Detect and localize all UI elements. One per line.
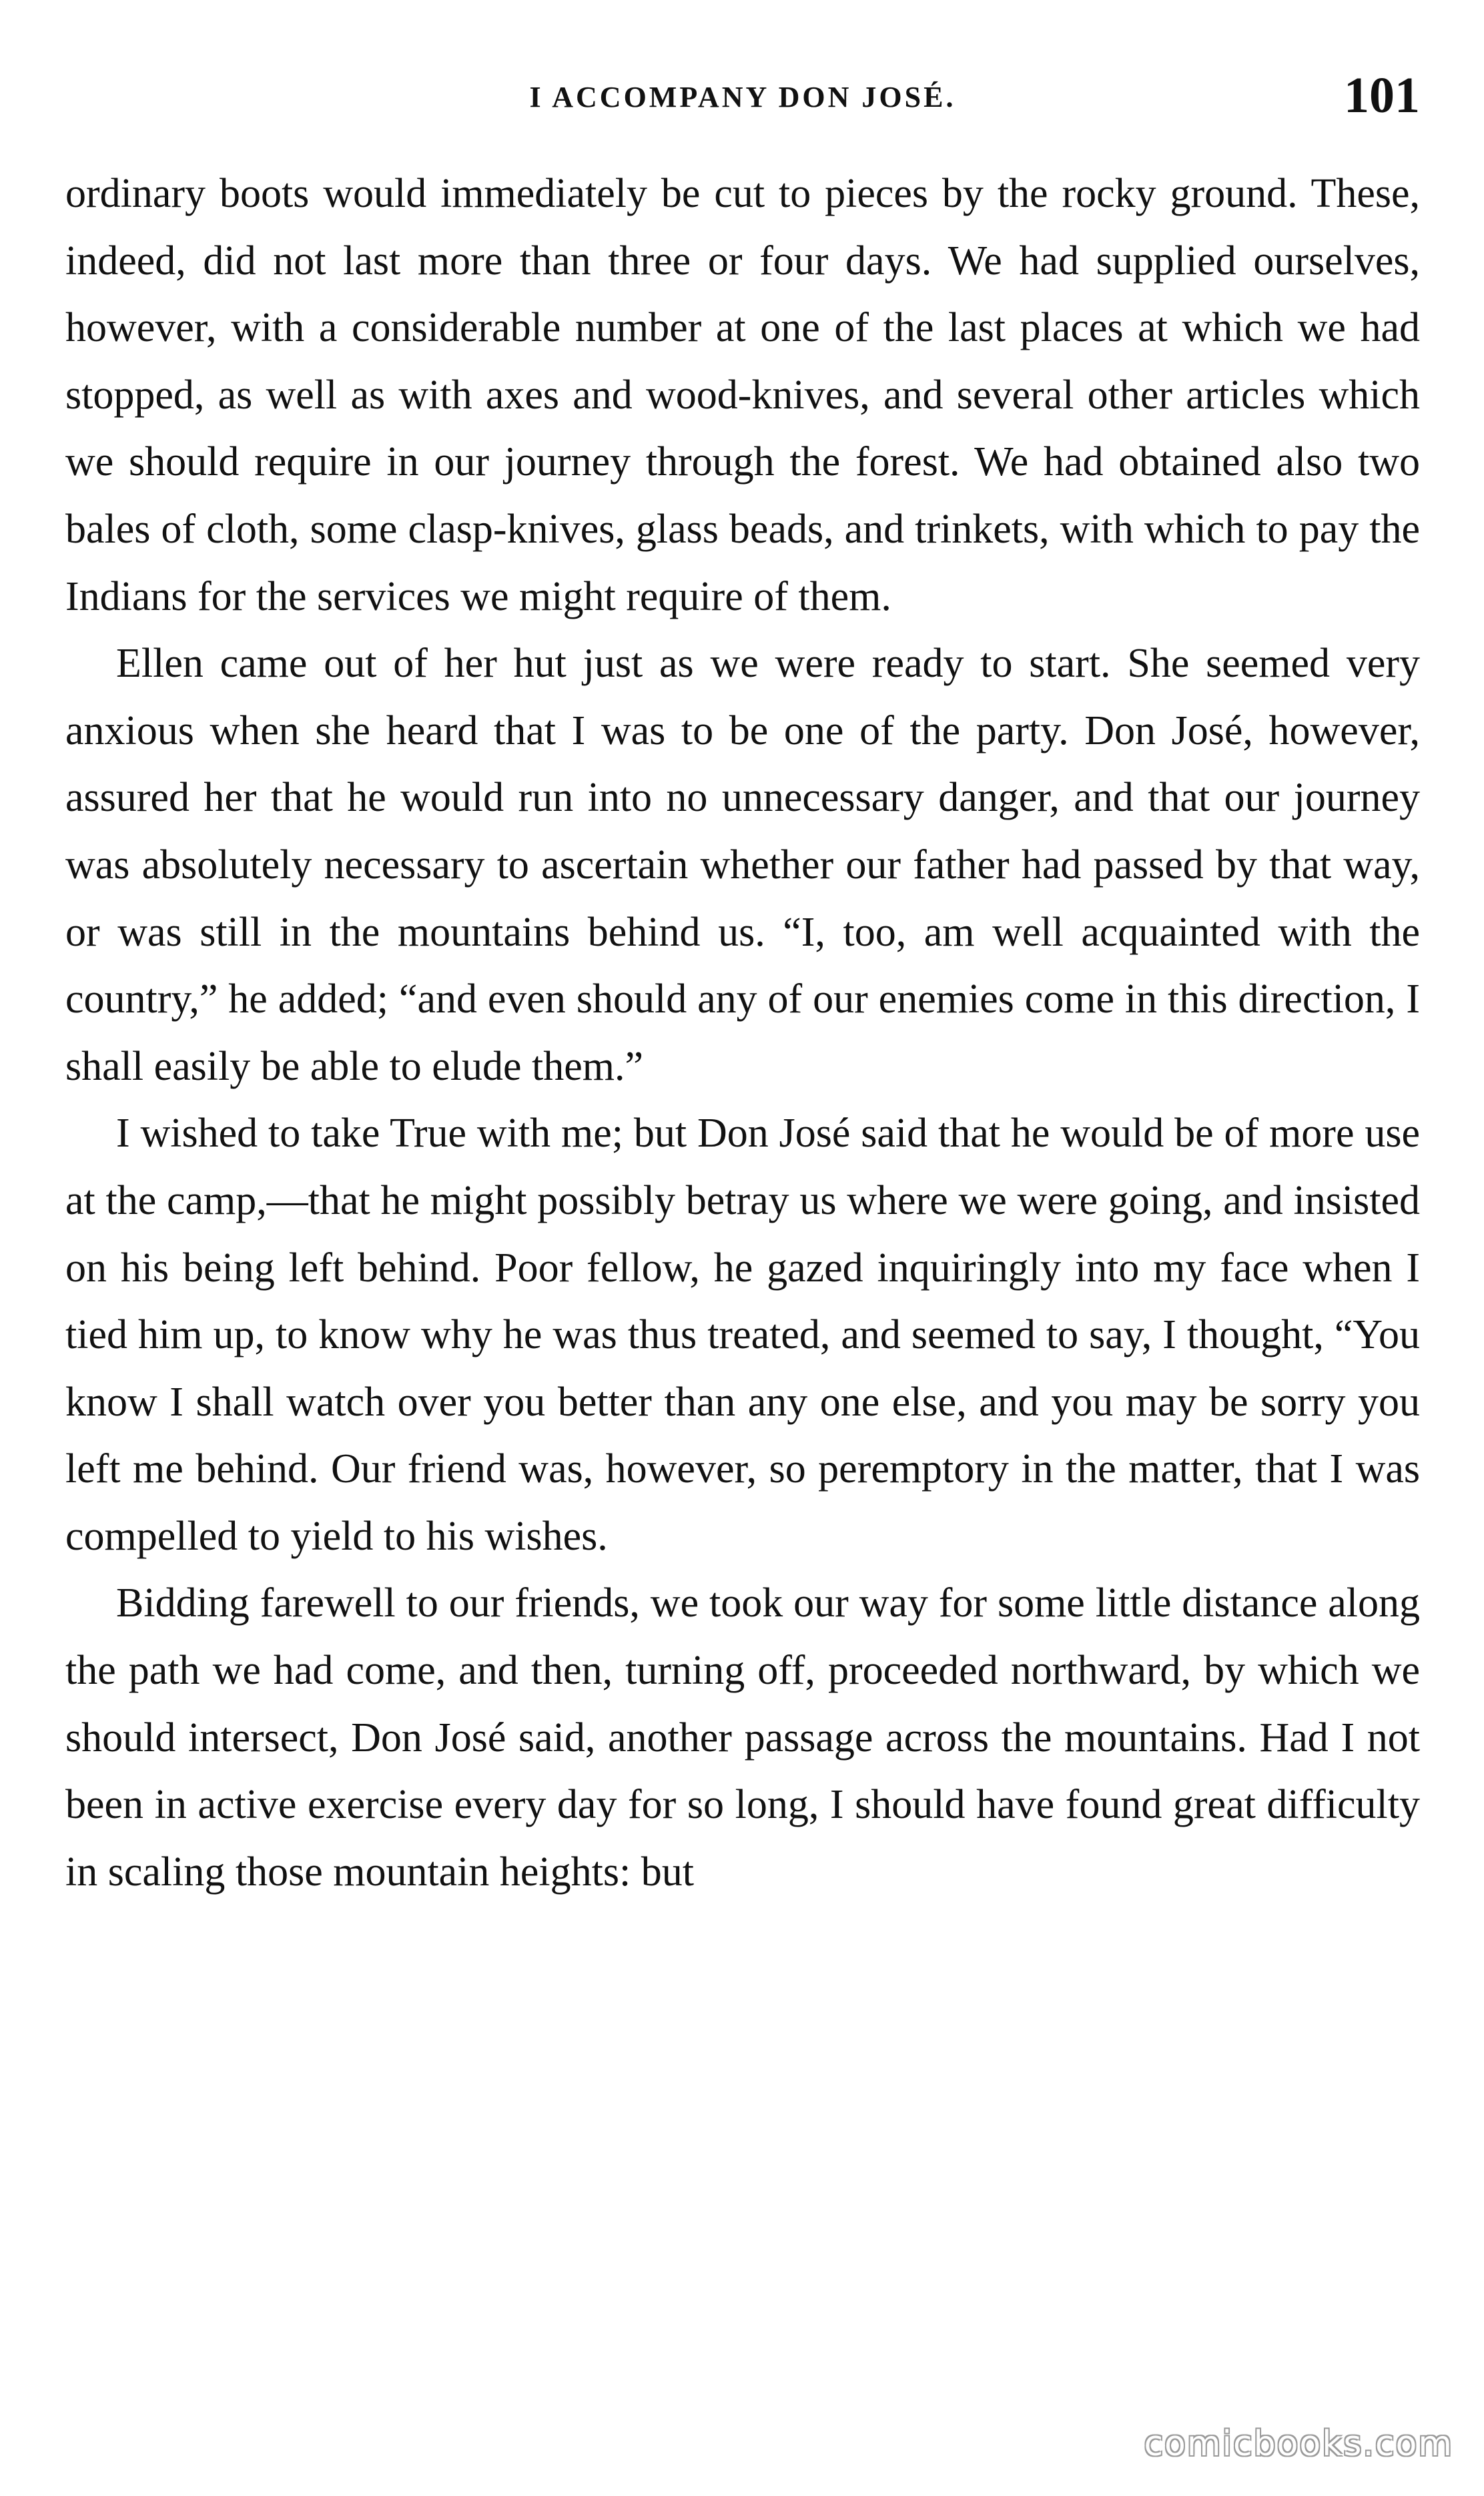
paragraph-2: Ellen came out of her hut just as we were ready to start. She seemed very anxious when she heard that I was to be one of the party. Don José, however, assured her that he would run into no unnecessary danger, and that our journey was absolutely necessary to ascertain whether our father had passed by that way, or was still in the mountains behind us. “I, too, am well acquainted with the country,” he added; “and even should any of our enemies come in this direction, I shall easily be able to elude them.” — [65, 641, 1420, 1089]
page-number: 101 — [1344, 67, 1420, 123]
paragraph-3: I wished to take True with me; but Don José said that he would be of more use at the camp,—that he might possibly betray us where we were going, and insisted on his being left behind. Poor fellow, he gazed inquiringly into my face when I tied him up, to know why he was thus treated, and seemed to say, I thought, “You know I shall watch over you better than any one else, and you may be sorry you left me behind. Our friend was, however, so peremptory in the matter, that I was compelled to yield to his wishes. — [65, 1111, 1420, 1559]
paragraph-4: Bidding farewell to our friends, we took our way for some little distance along the path we had come, and then, turning off, proceeded northward, by which we should intersect, Don José said, another passage across the mountains. Had I not been in active exercise every day for so long, I should have found great difficulty in scaling those mountain heights: but — [65, 1580, 1420, 1895]
watermark: comicbooks.com — [1144, 2424, 1453, 2464]
paragraph-1: ordinary boots would immediately be cut to pieces by the rocky ground. These, indeed, did not last more than three or four days. We had supplied ourselves, however, with a considerable number at one of the last places at which we had stopped, as well as with axes and wood-knives, and several other articles which we should require in our journey through the forest. We had obtained also two bales of cloth, some clasp-knives, glass beads, and trinkets, with which to pay the Indians for the services we might require of them. — [65, 171, 1420, 619]
running-title: I ACCOMPANY DON JOSÉ. — [529, 81, 956, 113]
running-head — [65, 67, 1420, 127]
body-text — [65, 160, 1420, 1905]
